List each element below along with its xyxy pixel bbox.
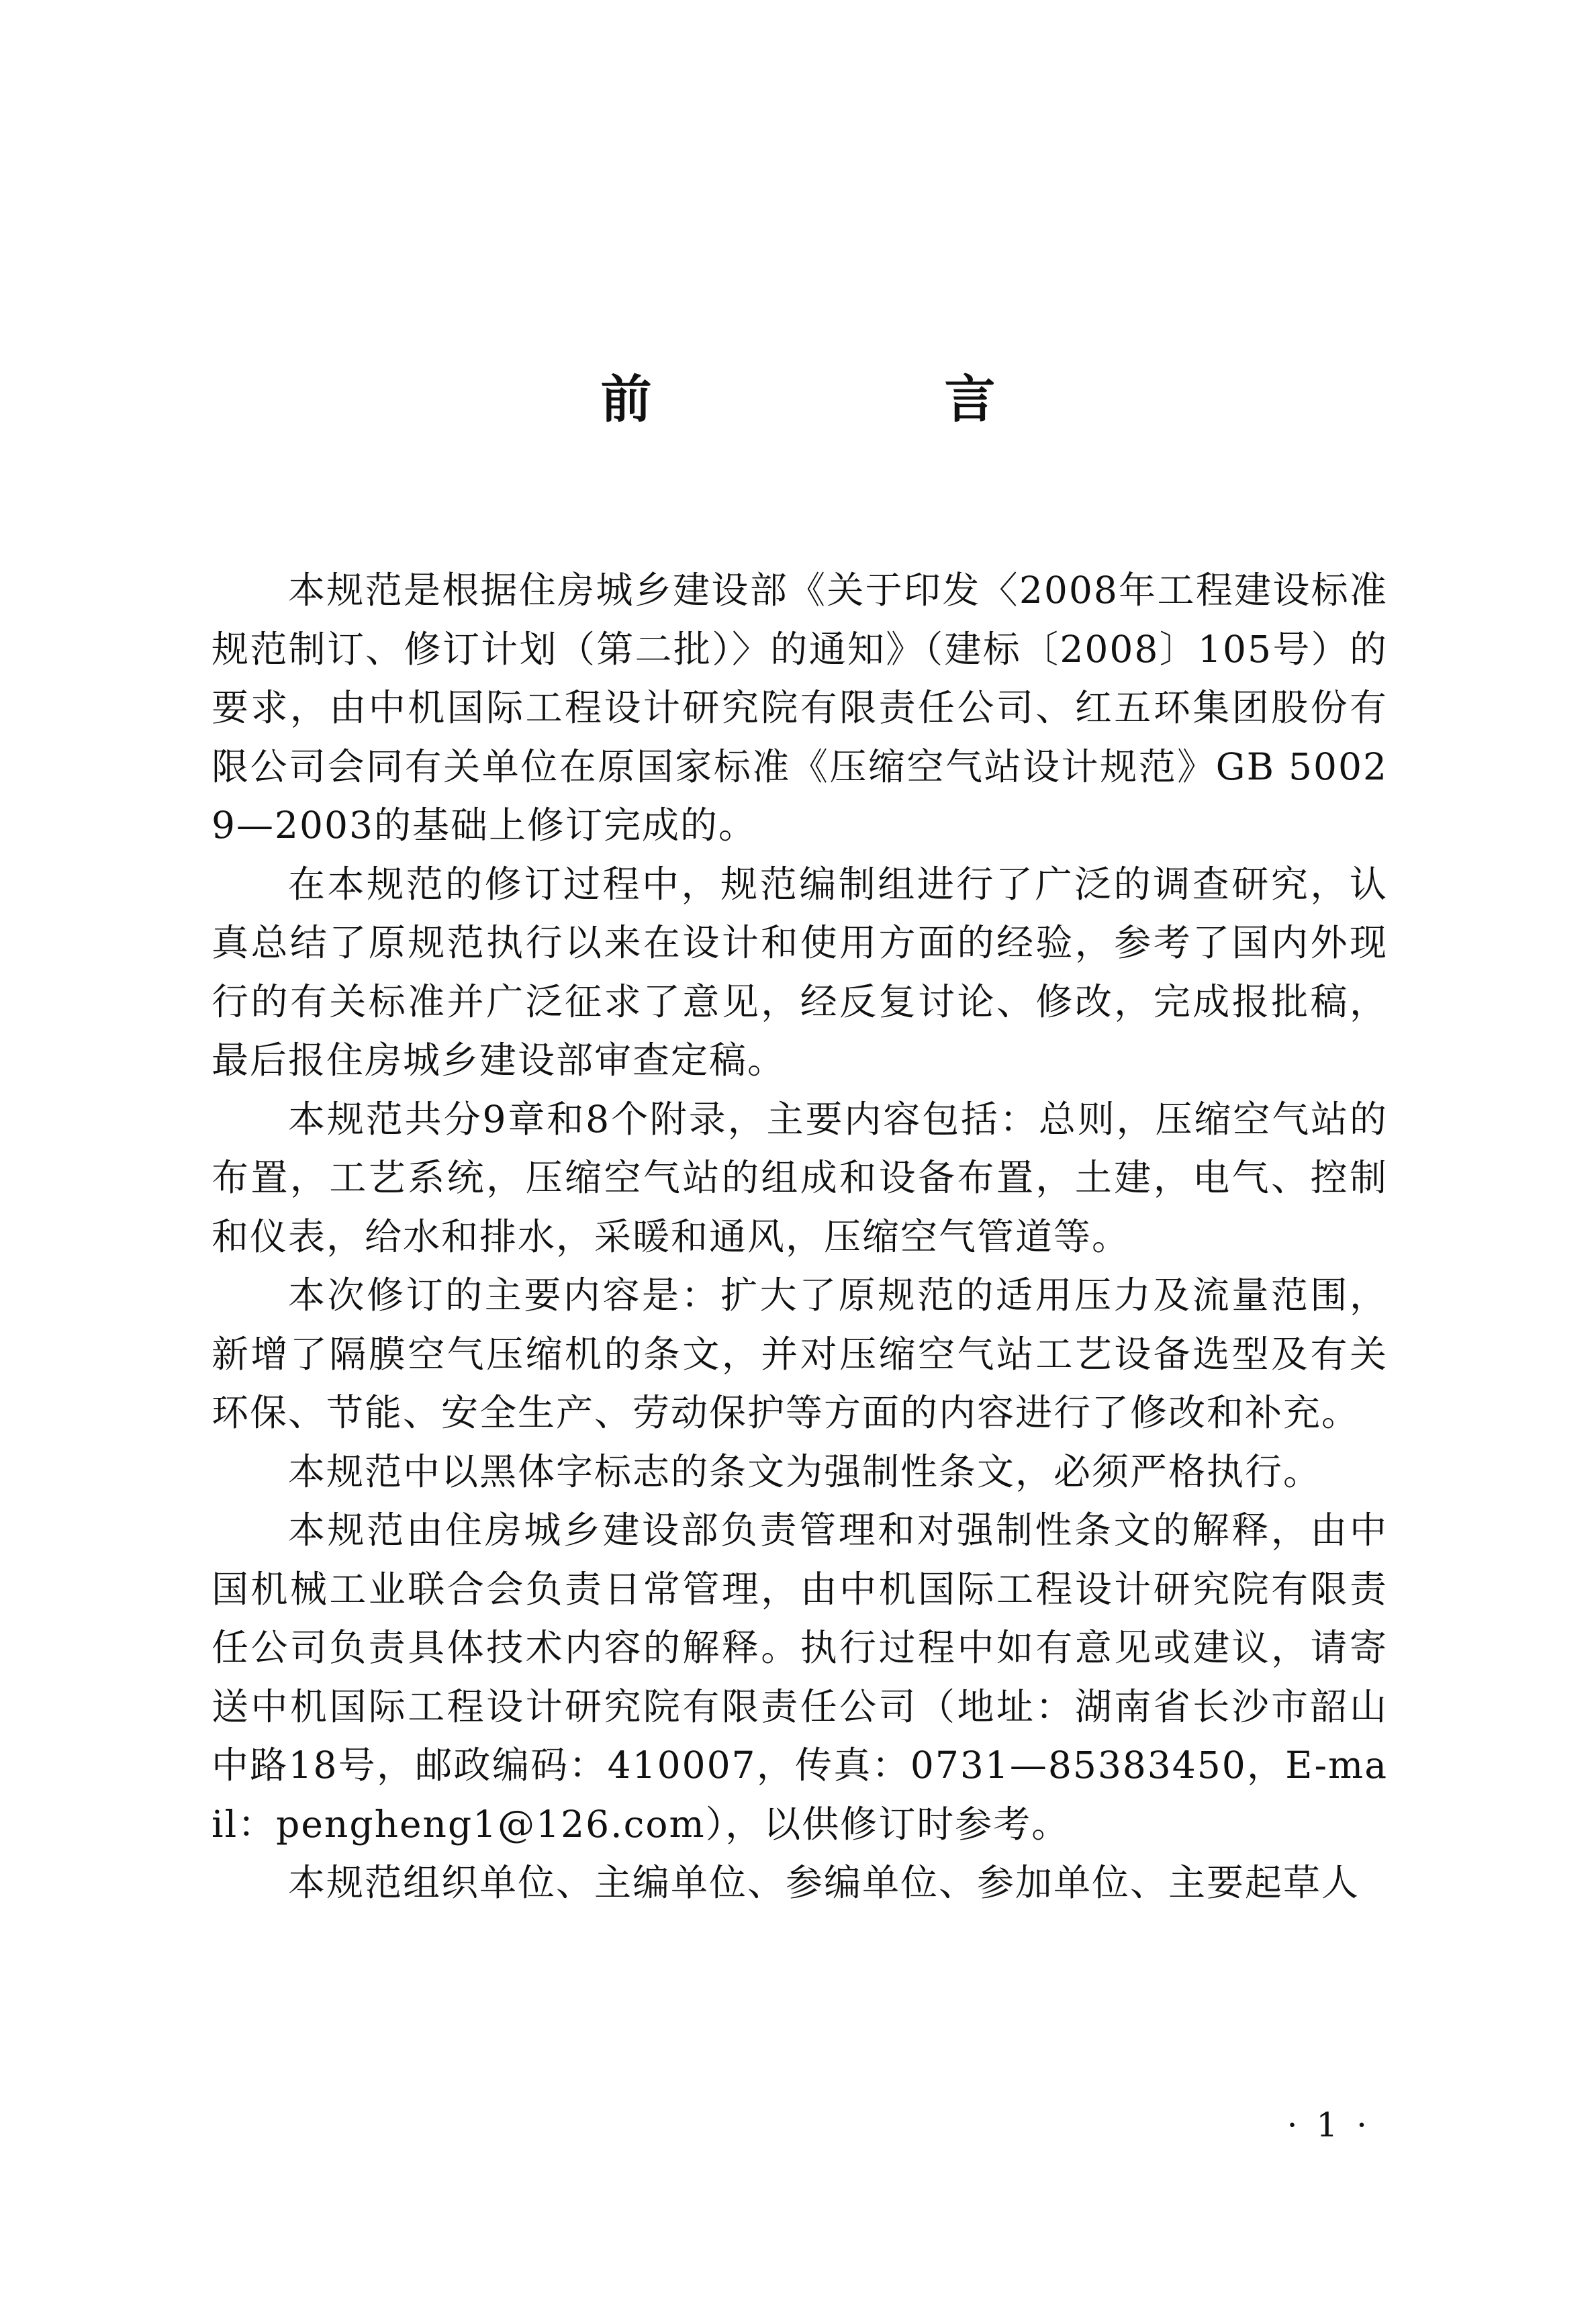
page-title: 前 言 bbox=[600, 369, 1117, 429]
paragraph-organizations: 本规范组织单位、主编单位、参编单位、参加单位、主要起草人 bbox=[288, 1861, 1360, 1904]
preface-body bbox=[212, 561, 1388, 1913]
paragraph-revision-process: 在本规范的修订过程中，规范编制组进行了广泛的调查研究，认真总结了原规范执行以来在设计和使用方面的经验，参考了国内外现行的有关标准并广泛征求了意见，经反复讨论、修改，完成报批稿，最后报住房城乡建设部审查定稿。 bbox=[212, 862, 1388, 1082]
paragraph-mandatory-clauses: 本规范中以黑体字标志的条文为强制性条文，必须严格执行。 bbox=[288, 1450, 1322, 1493]
paragraph-main-changes: 本次修订的主要内容是：扩大了原规范的适用压力及流量范围，新增了隔膜空气压缩机的条文，并对压缩空气站工艺设备选型及有关环保、节能、安全生产、劳动保护等方面的内容进行了修改和补充。 bbox=[212, 1274, 1388, 1434]
page-number: · 1 · bbox=[1286, 2106, 1371, 2144]
paragraph-management-contact: 本规范由住房城乡建设部负责管理和对强制性条文的解释，由中国机械工业联合会负责日常管理，由中机国际工程设计研究院有限责任公司负责具体技术内容的解释。执行过程中如有意见或建议，请寄送中机国际工程设计研究院有限责任公司（地址：湖南省长沙市韶山中路18号，邮政编码：410007，传真：0731—85383450，E-mail：pengheng1@126.com），以供修订时参考。 bbox=[212, 1509, 1388, 1846]
paragraph-contents: 本规范共分9章和8个附录，主要内容包括：总则，压缩空气站的布置，工艺系统，压缩空气站的组成和设备布置，土建，电气、控制和仪表，给水和排水，采暖和通风，压缩空气管道等。 bbox=[212, 1097, 1388, 1258]
paragraph-basis: 本规范是根据住房城乡建设部《关于印发〈2008年工程建设标准规范制订、修订计划（第二批）〉的通知》（建标〔2008〕105号）的要求，由中机国际工程设计研究院有限责任公司、红五环集团股份有限公司会同有关单位在原国家标准《压缩空气站设计规范》GB 50029—2003的基础上修订完成的。 bbox=[212, 569, 1388, 847]
